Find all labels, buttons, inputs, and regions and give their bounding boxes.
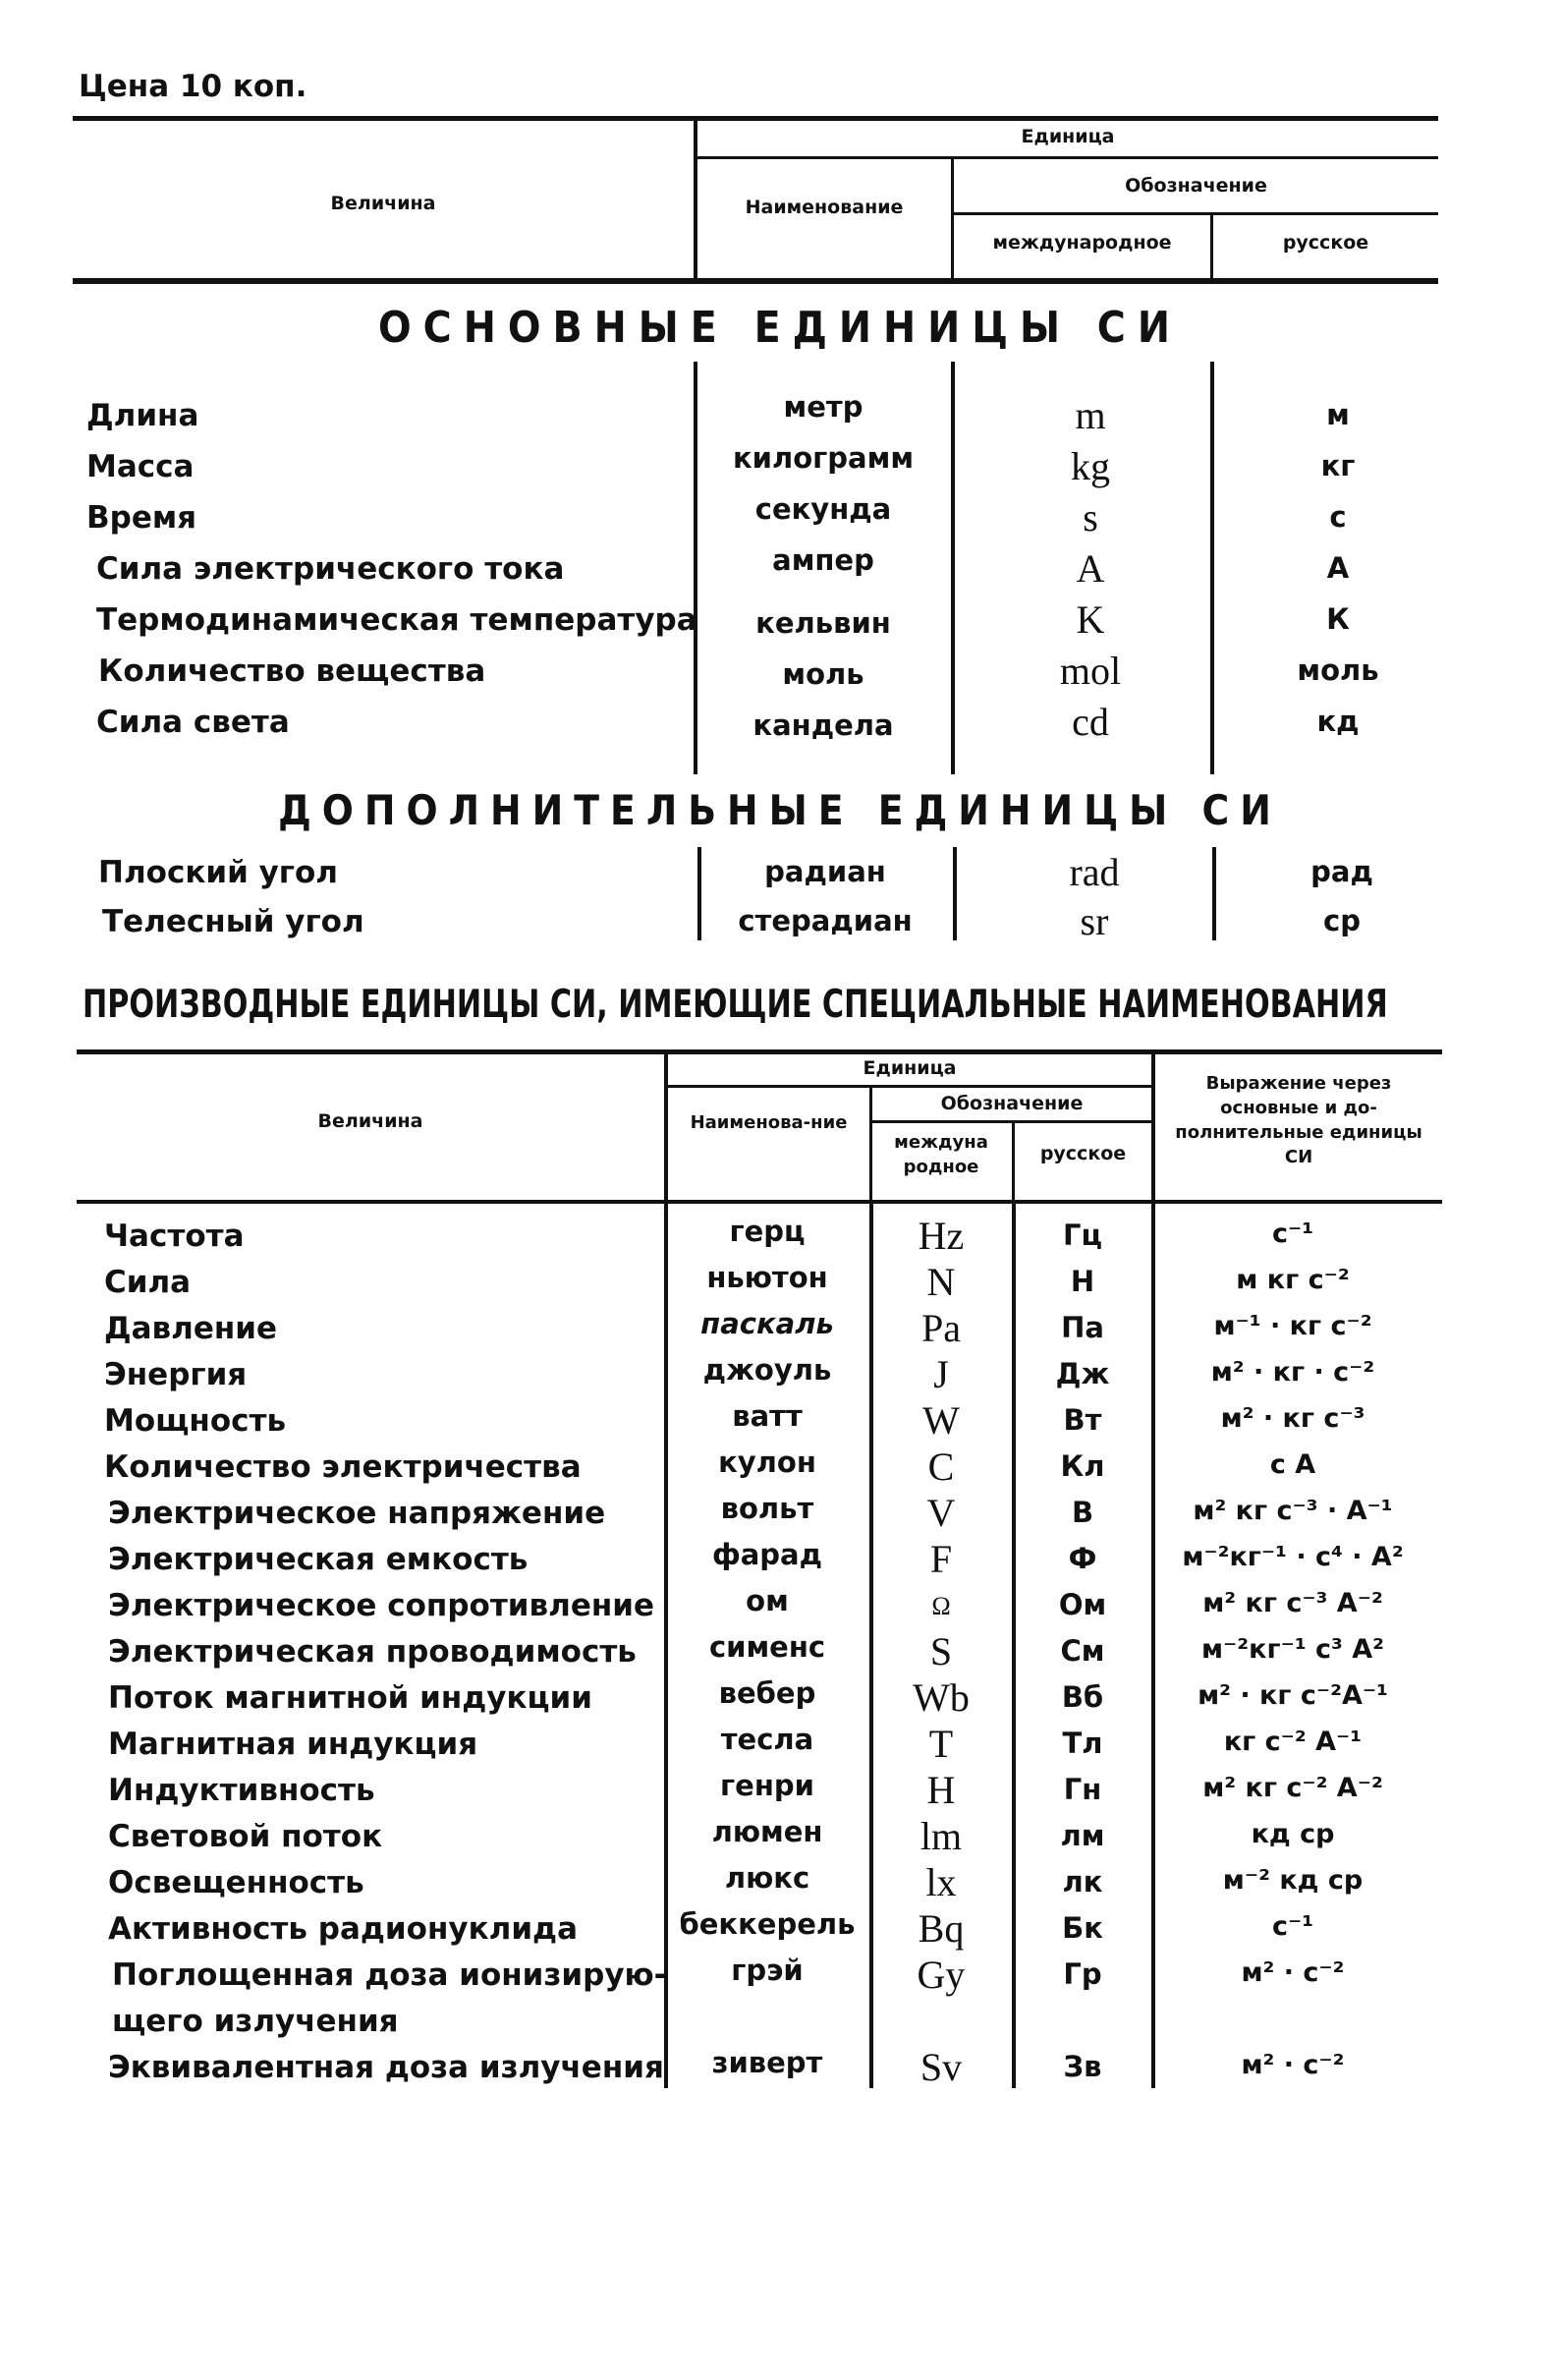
derived-expression: м² кг с⁻³ А⁻² xyxy=(1202,1588,1383,1618)
derived-quantity: Количество электричества xyxy=(104,1449,582,1485)
derived-intl-symbol: H xyxy=(926,1768,956,1812)
derived-unit-name: сименс xyxy=(708,1630,826,1664)
header2-bottom-rule xyxy=(77,1200,1442,1204)
base-unit-name: килограмм xyxy=(732,441,915,475)
supp-rus-symbol: ср xyxy=(1323,904,1361,937)
base-rus-symbol: с xyxy=(1329,500,1347,534)
derived-quantity: Поток магнитной индукции xyxy=(108,1680,592,1716)
derived-expression: м² · кг с⁻²А⁻¹ xyxy=(1198,1680,1388,1711)
derived-quantity: Электрическое напряжение xyxy=(108,1496,606,1531)
base-quantity: Сила света xyxy=(96,705,290,740)
derived-row xyxy=(0,2045,1560,2099)
derived-unit-name: зиверт xyxy=(711,2046,823,2079)
supp-quantity: Плоский угол xyxy=(98,855,339,890)
derived-expression: м² · с⁻² xyxy=(1241,1957,1345,1988)
base-quantity: Время xyxy=(86,500,197,536)
base-intl-symbol: kg xyxy=(1071,444,1110,488)
base-unit-name: метр xyxy=(783,390,864,424)
base-intl-symbol: m xyxy=(1075,393,1106,437)
derived-quantity: Активность радионуклида xyxy=(108,1911,579,1947)
header2-top-rule xyxy=(77,1049,1442,1054)
derived-rus-symbol: Па xyxy=(1061,1311,1104,1344)
derived-quantity: Магнитная индукция xyxy=(108,1727,478,1762)
derived-intl-symbol: N xyxy=(926,1260,956,1304)
derived-rus-symbol: См xyxy=(1060,1634,1105,1668)
derived-unit-name: ватт xyxy=(732,1399,803,1433)
derived-quantity: Индуктивность xyxy=(108,1773,375,1808)
header2-unit: Единица xyxy=(863,1057,957,1079)
base-rus-symbol: моль xyxy=(1297,653,1379,687)
header1-bottom-rule xyxy=(73,278,1438,284)
derived-rus-symbol: Вб xyxy=(1061,1680,1104,1714)
derived-unit-name: кулон xyxy=(718,1445,816,1479)
derived-unit-name: фарад xyxy=(711,1538,823,1571)
derived-quantity: Электрическая емкость xyxy=(108,1542,529,1577)
derived-quantity: Мощность xyxy=(104,1403,287,1439)
supp-unit-name: стерадиан xyxy=(738,904,913,937)
derived-unit-name: грэй xyxy=(731,1954,804,1987)
derived-rus-symbol: лк xyxy=(1062,1865,1103,1898)
base-row xyxy=(0,597,1560,652)
derived-rus-symbol: Дж xyxy=(1055,1357,1110,1390)
derived-quantity: Давление xyxy=(104,1311,278,1346)
derived-unit-name: вольт xyxy=(720,1492,814,1525)
derived-unit-name: паскаль xyxy=(700,1307,834,1340)
supp-intl-symbol: rad xyxy=(1069,850,1120,894)
derived-intl-symbol: S xyxy=(929,1629,953,1673)
derived-rus-symbol: Зв xyxy=(1063,2050,1102,2083)
base-quantity: Термодинамическая температура xyxy=(96,602,697,638)
derived-intl-symbol: lm xyxy=(919,1814,963,1858)
derived-rus-symbol: В xyxy=(1071,1496,1094,1529)
derived-row xyxy=(0,1953,1560,2050)
base-rus-symbol: К xyxy=(1326,602,1350,636)
derived-quantity: Световой поток xyxy=(108,1819,383,1854)
derived-expression: кг с⁻² А⁻¹ xyxy=(1223,1727,1363,1757)
header1-unit-rule xyxy=(697,156,1438,159)
header2-divider-expr xyxy=(1151,1054,1155,1200)
derived-quantity: Электрическое сопротивление xyxy=(108,1588,655,1623)
derived-quantity: Сила xyxy=(104,1265,192,1300)
header2-russian: русское xyxy=(1039,1143,1127,1164)
derived-intl-symbol: F xyxy=(929,1537,953,1581)
header1-top-rule xyxy=(73,116,1438,121)
base-quantity: Масса xyxy=(86,449,195,484)
derived-unit-name: беккерель xyxy=(679,1907,856,1941)
derived-rus-symbol: Вт xyxy=(1063,1403,1102,1437)
derived-quantity: Энергия xyxy=(104,1357,248,1392)
derived-intl-symbol: lx xyxy=(925,1860,957,1904)
header2-international: междуна родное xyxy=(894,1132,988,1177)
base-unit-name: секунда xyxy=(754,492,892,526)
derived-unit-name: тесла xyxy=(720,1723,814,1756)
supp-row xyxy=(0,899,1560,953)
header1-designation-rule xyxy=(954,212,1438,215)
derived-intl-symbol: V xyxy=(926,1491,956,1535)
derived-unit-name: вебер xyxy=(718,1676,816,1710)
derived-unit-name: люкс xyxy=(724,1861,810,1895)
derived-unit-name: герц xyxy=(729,1215,806,1248)
derived-expression: кд ср xyxy=(1251,1819,1335,1849)
derived-intl-symbol: Pa xyxy=(921,1306,961,1350)
header1-russian: русское xyxy=(1282,232,1369,254)
derived-quantity: Электрическая проводимость xyxy=(108,1634,637,1670)
base-unit-name: ампер xyxy=(772,543,874,577)
header2-expression: Выражение через основные и до-полнительные единицы СИ xyxy=(1175,1073,1422,1167)
derived-expression: м² кг с⁻³ · А⁻¹ xyxy=(1193,1496,1393,1526)
derived-expression: м кг с⁻² xyxy=(1236,1265,1350,1295)
derived-expression: м² · с⁻² xyxy=(1241,2050,1345,2080)
base-intl-symbol: A xyxy=(1076,546,1105,591)
derived-intl-symbol: W xyxy=(922,1398,960,1443)
base-unit-name: кельвин xyxy=(755,606,891,640)
derived-expression: с А xyxy=(1269,1449,1316,1480)
base-rus-symbol: кг xyxy=(1320,449,1356,482)
header1-international: международное xyxy=(992,232,1172,254)
derived-expression: м⁻² кд ср xyxy=(1222,1865,1364,1896)
derived-quantity-continued: щего излучения xyxy=(112,2004,399,2039)
derived-intl-symbol: Gy xyxy=(917,1953,966,1997)
base-row xyxy=(0,543,1560,600)
supp-intl-symbol: sr xyxy=(1080,899,1109,943)
derived-rus-symbol: Гц xyxy=(1063,1218,1102,1252)
derived-expression: м⁻²кг⁻¹ · с⁴ · А² xyxy=(1182,1542,1404,1572)
base-unit-name: моль xyxy=(782,657,864,691)
derived-expression: м⁻¹ · кг с⁻² xyxy=(1213,1311,1372,1341)
derived-quantity: Эквивалентная доза излучения xyxy=(108,2050,664,2085)
derived-rus-symbol: лм xyxy=(1060,1819,1105,1852)
derived-expression: с⁻¹ xyxy=(1271,1911,1314,1942)
section-derived-title: ПРОИЗВОДНЫЕ ЕДИНИЦЫ СИ, ИМЕЮЩИЕ СПЕЦИАЛЬНЫЕ НАИМЕНОВАНИЯ xyxy=(83,983,1388,1027)
base-row xyxy=(0,492,1560,549)
base-rus-symbol: кд xyxy=(1316,705,1360,738)
base-row xyxy=(0,390,1560,447)
base-unit-name: кандела xyxy=(752,708,894,742)
base-quantity: Длина xyxy=(86,398,199,433)
base-row xyxy=(0,441,1560,498)
derived-intl-symbol: Bq xyxy=(918,1906,965,1951)
base-intl-symbol: s xyxy=(1083,495,1098,539)
derived-quantity: Освещенность xyxy=(108,1865,364,1900)
derived-unit-name: ньютон xyxy=(706,1261,828,1294)
base-intl-symbol: cd xyxy=(1072,700,1109,744)
header2-quantity: Величина xyxy=(317,1110,423,1132)
derived-intl-symbol: T xyxy=(928,1722,954,1766)
base-rus-symbol: А xyxy=(1326,551,1350,585)
header1-quantity: Величина xyxy=(330,193,436,214)
base-intl-symbol: K xyxy=(1076,597,1105,642)
base-intl-symbol: mol xyxy=(1059,649,1122,693)
derived-expression: м² · кг · с⁻² xyxy=(1210,1357,1375,1388)
supp-quantity: Телесный угол xyxy=(102,904,364,939)
header1-unit: Единица xyxy=(1021,126,1115,147)
derived-rus-symbol: Бк xyxy=(1062,1911,1103,1945)
header1-designation: Обозначение xyxy=(1125,175,1267,197)
derived-unit-name: генри xyxy=(720,1769,814,1802)
derived-unit-name: джоуль xyxy=(702,1353,832,1387)
derived-rus-symbol: Ом xyxy=(1058,1588,1107,1621)
derived-rus-symbol: Гн xyxy=(1063,1773,1102,1806)
derived-rus-symbol: Гр xyxy=(1063,1957,1102,1991)
derived-rus-symbol: Ф xyxy=(1068,1542,1097,1575)
supp-row xyxy=(0,850,1560,904)
derived-intl-symbol: Sv xyxy=(919,2045,963,2089)
header2-unit-rule xyxy=(668,1085,1151,1088)
derived-intl-symbol: Ω xyxy=(931,1592,951,1620)
supp-unit-name: радиан xyxy=(764,855,886,888)
base-quantity: Сила электрического тока xyxy=(96,551,565,587)
derived-expression: м² · кг с⁻³ xyxy=(1220,1403,1365,1434)
section-base-title: ОСНОВНЫЕ ЕДИНИЦЫ СИ xyxy=(378,303,1182,353)
derived-unit-name: ом xyxy=(746,1584,789,1617)
header2-designation: Обозначение xyxy=(940,1093,1084,1114)
derived-intl-symbol: Wb xyxy=(913,1675,970,1720)
derived-quantity: Частота xyxy=(104,1218,245,1254)
derived-expression: с⁻¹ xyxy=(1271,1218,1314,1249)
derived-intl-symbol: Hz xyxy=(918,1214,965,1258)
supp-rus-symbol: рад xyxy=(1310,855,1373,888)
base-row xyxy=(0,700,1560,754)
price-label: Цена 10 коп. xyxy=(79,69,307,104)
derived-rus-symbol: Н xyxy=(1070,1265,1095,1298)
derived-rus-symbol: Кл xyxy=(1060,1449,1105,1483)
derived-rus-symbol: Тл xyxy=(1062,1727,1103,1760)
derived-quantity: Поглощенная доза ионизирую- xyxy=(112,1957,667,1993)
section-supplementary-title: ДОПОЛНИТЕЛЬНЫЕ ЕДИНИЦЫ СИ xyxy=(278,786,1282,834)
derived-intl-symbol: C xyxy=(927,1445,955,1489)
derived-unit-name: люмен xyxy=(711,1815,823,1848)
base-rus-symbol: м xyxy=(1326,398,1350,431)
derived-intl-symbol: J xyxy=(933,1352,949,1396)
header2-name: Наименова-ние xyxy=(690,1112,848,1133)
base-quantity: Количество вещества xyxy=(98,653,486,689)
base-row xyxy=(0,649,1560,703)
derived-expression: м² кг с⁻² А⁻² xyxy=(1202,1773,1383,1803)
header1-name: Наименование xyxy=(745,197,904,218)
derived-expression: м⁻²кг⁻¹ с³ А² xyxy=(1200,1634,1384,1665)
